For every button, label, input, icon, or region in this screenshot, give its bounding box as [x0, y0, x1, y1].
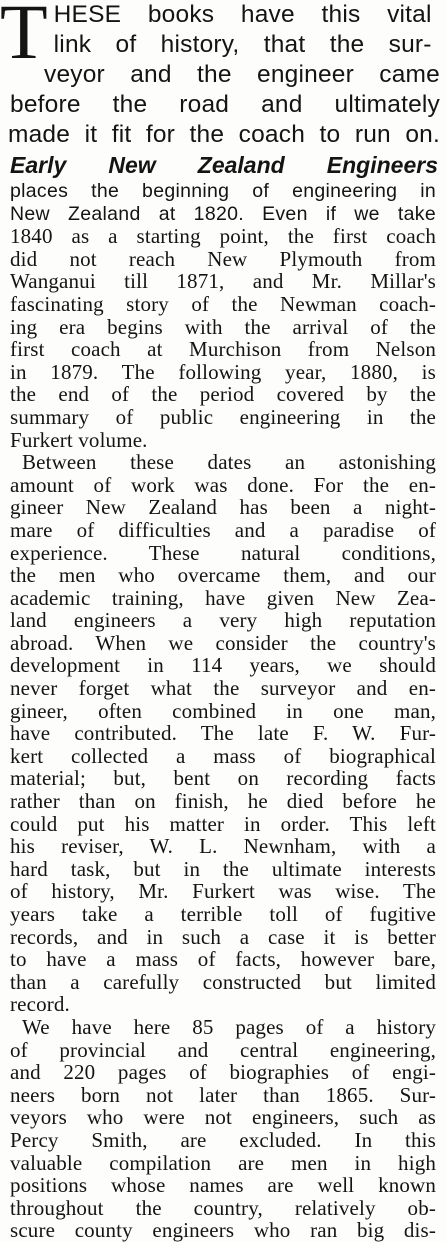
- paragraph-line: did not reach New Plymouth from: [10, 246, 436, 271]
- paragraph-line: to have a mass of facts, however bare,: [10, 947, 436, 972]
- paragraph-line: gineer, often combined in one man,: [10, 698, 436, 723]
- paragraph-line: his reviser, W. L. Newnham, with a: [10, 834, 436, 859]
- paragraph-line: 1840 as a starting point, the first coach: [10, 224, 436, 249]
- paragraph-1: [0, 180, 446, 451]
- paragraph-line: gineer New Zealand has been a night-: [10, 495, 436, 520]
- paragraph-line: first coach at Murchison from Nelson: [10, 337, 436, 362]
- paragraph-line: development in 114 years, we should: [10, 653, 436, 678]
- paragraph-line: throughout the country, relatively ob-: [10, 1195, 436, 1220]
- paragraph-line: record.: [10, 992, 70, 1017]
- paragraph-line: We have here 85 pages of a history: [22, 1014, 436, 1039]
- paragraph-line: valuable compilation are men in high: [10, 1150, 436, 1175]
- paragraph-line: material; but, bent on recording facts: [10, 766, 436, 791]
- paragraph-line: Wanganui till 1871, and Mr. Millar's: [10, 269, 436, 294]
- paragraph-line: have contributed. The late F. W. Fur-: [10, 721, 436, 746]
- book-title: Early New Zealand Engineers: [10, 152, 438, 178]
- paragraph-line: the men who overcame them, and our: [10, 563, 436, 588]
- lead-text-line: veyor and the engineer came: [44, 61, 440, 88]
- paragraph-line: places the beginning of engineering in: [10, 180, 436, 202]
- paragraph-line: abroad. When we consider the country's: [10, 630, 436, 655]
- lead-text-line: before the road and ultimately: [10, 91, 440, 118]
- paragraph-line: could put his matter in order. This left: [10, 811, 436, 836]
- paragraph-2: [0, 451, 446, 1016]
- lead-text-line: link of history, that the sur-: [53, 31, 432, 58]
- paragraph-line: records, and in such a case it is better: [10, 924, 436, 949]
- lead-text-line: made it fit for the coach to run on.: [8, 121, 440, 148]
- paragraph-line: kert collected a mass of biographical: [10, 743, 436, 768]
- paragraph-line: Furkert volume.: [10, 427, 148, 452]
- lead-block: [0, 0, 446, 150]
- paragraph-line: scure county engineers who ran big dis-: [10, 1218, 436, 1242]
- paragraph-line: and 220 pages of biographies of engi-: [10, 1060, 436, 1085]
- paragraph-line: neers born not later than 1865. Sur-: [10, 1082, 436, 1107]
- paragraph-line: hard task, but in the ultimate interests: [10, 856, 436, 881]
- paragraph-line: Percy Smith, are excluded. In this: [10, 1127, 436, 1152]
- paragraph-line: fascinating story of the Newman coach-: [10, 291, 436, 316]
- paragraph-line: land engineers a very high reputation: [10, 608, 436, 633]
- paragraph-line: amount of work was done. For the en-: [10, 472, 436, 497]
- paragraph-3: [0, 1016, 446, 1242]
- paragraph-line: ing era begins with the arrival of the: [10, 314, 436, 339]
- paragraph-line: in 1879. The following year, 1880, is: [10, 359, 436, 384]
- paragraph-line: of history, Mr. Furkert was wise. The: [10, 879, 436, 904]
- paragraph-line: academic training, have given New Zea-: [10, 585, 436, 610]
- paragraph-line: never forget what the surveyor and en-: [10, 676, 436, 701]
- lead-text-line: HESE books have this vital: [53, 1, 432, 28]
- paragraph-line: Between these dates an astonishing: [22, 450, 436, 475]
- paragraph-line: mare of difficulties and a paradise of: [10, 517, 436, 542]
- paragraph-line: positions whose names are well known: [10, 1173, 436, 1198]
- paragraph-line: New Zealand at 1820. Even if we take: [10, 202, 436, 225]
- paragraph-line: the end of the period covered by the: [10, 382, 436, 407]
- paragraph-line: summary of public engineering in the: [10, 404, 436, 429]
- drop-cap: T: [0, 0, 48, 75]
- paragraph-line: than a carefully constructed but limited: [10, 969, 436, 994]
- paragraph-line: rather than on finish, he died before he: [10, 789, 436, 814]
- paragraph-line: years take a terrible toll of fugitive: [10, 902, 436, 926]
- paragraph-line: experience. These natural conditions,: [10, 540, 436, 565]
- paragraph-line: of provincial and central engineering,: [10, 1037, 436, 1062]
- lead-first-text-block: [50, 0, 438, 60]
- paragraph-line: veyors who were not engineers, such as: [10, 1105, 436, 1130]
